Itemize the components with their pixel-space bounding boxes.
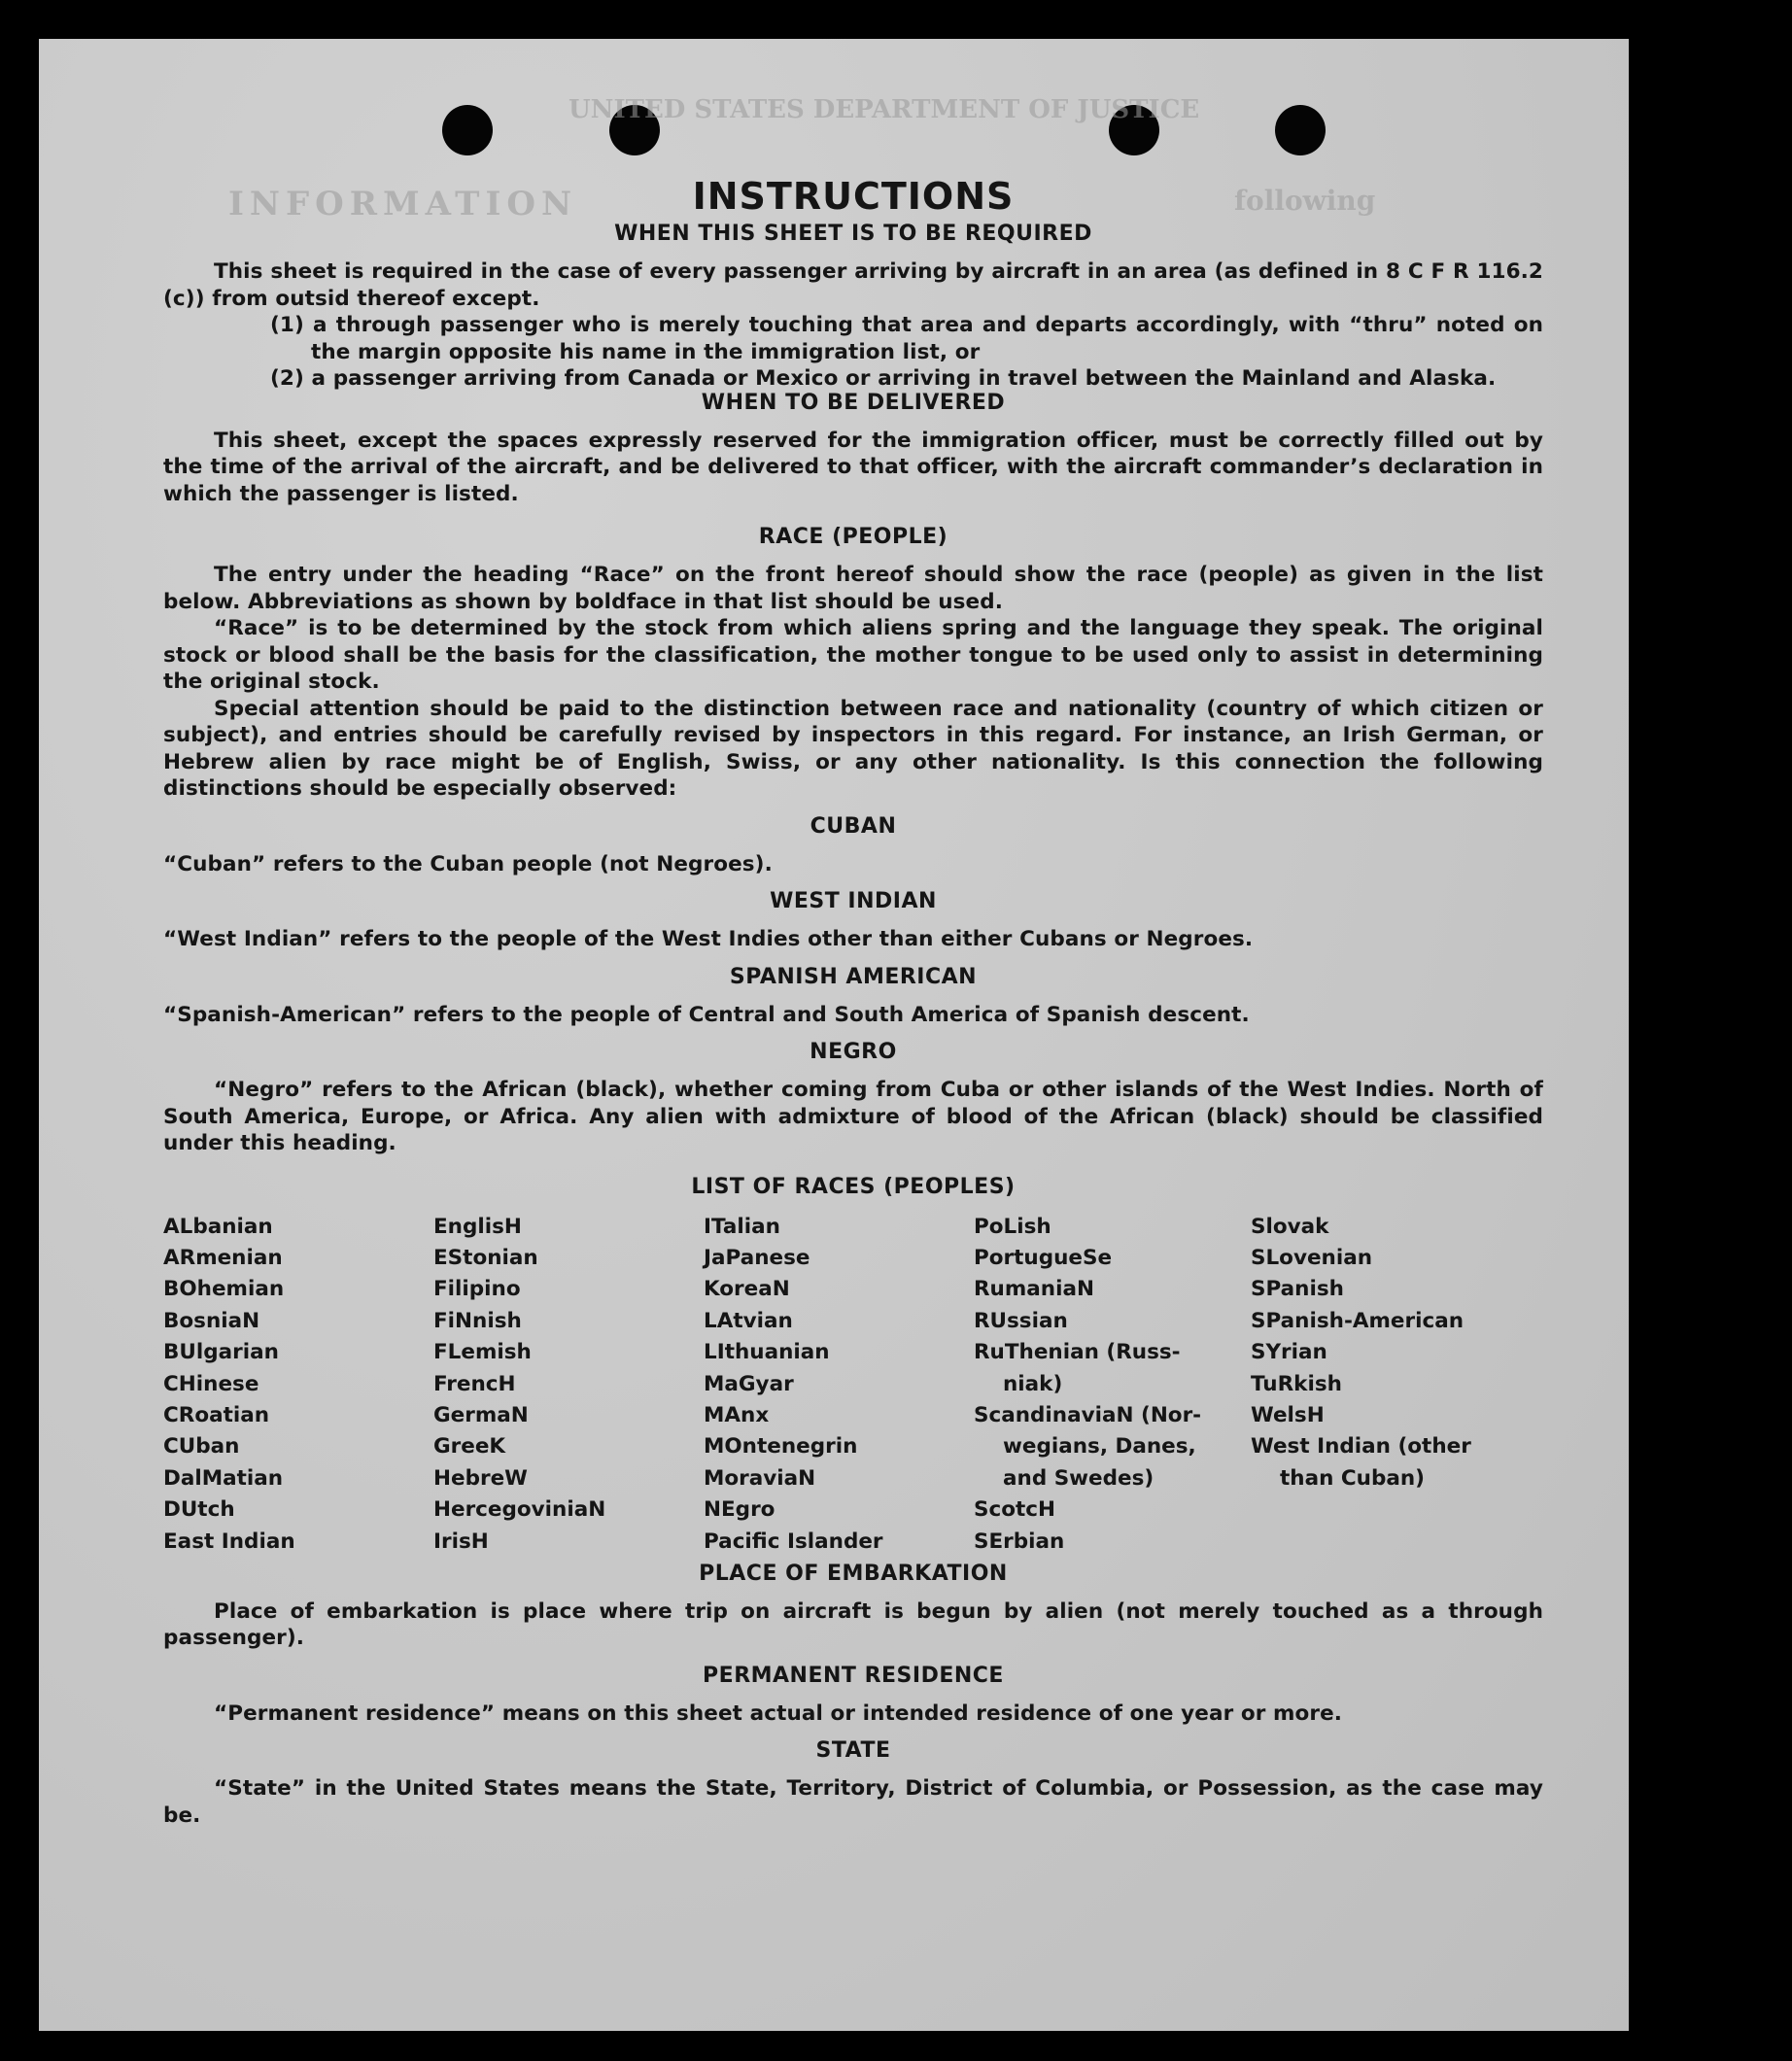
- race-item: MaGyar: [704, 1371, 794, 1396]
- race-item-continued: and Swedes): [1003, 1465, 1154, 1491]
- race-item: BosniaN: [163, 1308, 260, 1333]
- race-item: DalMatian: [163, 1465, 284, 1491]
- heading-list-of-races: LIST OF RACES (PEOPLES): [691, 1174, 1016, 1199]
- race-item: Slovak: [1251, 1214, 1329, 1239]
- race-item: KoreaN: [704, 1277, 790, 1302]
- punch-hole: [1275, 105, 1326, 155]
- race-item: SYrian: [1251, 1340, 1327, 1365]
- race-item: FrencH: [433, 1371, 516, 1396]
- heading-spanish-american: SPANISH AMERICAN: [729, 964, 978, 989]
- race-item: RumaniaN: [974, 1277, 1094, 1302]
- heading-when-required: WHEN THIS SHEET IS TO BE REQUIRED: [614, 222, 1092, 246]
- race-item: BUlgarian: [163, 1340, 279, 1365]
- race-item: HebreW: [433, 1465, 528, 1491]
- delivered-text: This sheet, except the spaces expressly reserved for the immigration officer, must be correctly filled out by the time of the arrival of the aircraft, and be delivered to that officer, with the aircraft commander’s declaration in which the passenger is listed.: [163, 428, 1543, 506]
- race-item: Pacific Islander: [704, 1529, 883, 1554]
- race-item: HercegoviniaN: [433, 1497, 606, 1523]
- state-text: “State” in the United States means the State, Territory, District of Columbia, or Possession, as the case may be.: [163, 1776, 1543, 1828]
- race-item: LAtvian: [704, 1308, 793, 1333]
- cuban-text: “Cuban” refers to the Cuban people (not Negroes).: [163, 851, 773, 876]
- race-item: GermaN: [433, 1402, 529, 1427]
- race-item: IrisH: [433, 1529, 489, 1554]
- spanish-american-text: “Spanish-American” refers to the people of Central and South America of Spanish descent.: [163, 1002, 1250, 1027]
- race-item: RuThenian (Russ-: [974, 1340, 1181, 1365]
- race-item: MoraviaN: [704, 1465, 816, 1491]
- race-item: WelsH: [1251, 1402, 1325, 1427]
- race-list: [163, 1212, 1543, 1558]
- race-item: ALbanian: [163, 1214, 273, 1239]
- race-item: EStonian: [433, 1245, 538, 1270]
- race-item: TuRkish: [1251, 1371, 1342, 1396]
- race-item: ITalian: [704, 1214, 780, 1239]
- race-item: ARmenian: [163, 1245, 283, 1270]
- race-item: ScotcH: [974, 1497, 1056, 1523]
- heading-state: STATE: [815, 1738, 891, 1764]
- heading-when-delivered: WHEN TO BE DELIVERED: [701, 390, 1006, 415]
- embarkation-text: Place of embarkation is place where trip on aircraft is begun by alien (not merely touched as a through passenger).: [163, 1598, 1543, 1651]
- heading-negro: NEGRO: [810, 1040, 897, 1064]
- race-item: East Indian: [163, 1529, 295, 1554]
- race-item: West Indian (other: [1251, 1434, 1471, 1460]
- race-column-1: [163, 1212, 433, 1558]
- race-item: SErbian: [974, 1529, 1065, 1554]
- race-item: FiNnish: [433, 1308, 522, 1333]
- document-page: [39, 39, 1629, 2031]
- race-item: Filipino: [433, 1277, 521, 1302]
- heading-west-indian: WEST INDIAN: [770, 889, 937, 913]
- heading-permanent-residence: PERMANENT RESIDENCE: [703, 1663, 1004, 1688]
- race-paragraph-3: Special attention should be paid to the distinction between race and nationality (country of which citizen or subject), and entries should be carefully revised by inspectors in this regard. For instance, an Irish German, or Hebrew alien by race might be of English, Swiss, or any other nationality. Is this connection the following distinctions should be especially observed:: [163, 696, 1543, 801]
- race-item-continued: niak): [1003, 1371, 1063, 1396]
- heading-embarkation: PLACE OF EMBARKATION: [699, 1561, 1008, 1586]
- required-intro: This sheet is required in the case of every passenger arriving by aircraft in an area (as defined in 8 C F R 116.2 (c)) from outsid thereof except.: [163, 259, 1543, 311]
- negro-text: “Negro” refers to the African (black), whether coming from Cuba or other islands of the West Indies. North of South America, Europe, or Africa. Any alien with admixture of blood of the African (black) should be classified under this heading.: [163, 1078, 1543, 1155]
- race-item: FLemish: [433, 1340, 532, 1365]
- race-item: PortugueSe: [974, 1245, 1113, 1270]
- race-item: JaPanese: [704, 1245, 810, 1270]
- race-item: NEgro: [704, 1497, 775, 1523]
- required-item-1: (1) a through passenger who is merely touching that area and departs accordingly, with “thru” noted on the margin opposite his name in the immigration list, or: [270, 313, 1543, 364]
- race-item: ScandinaviaN (Nor-: [974, 1402, 1202, 1427]
- required-item-2: (2) a passenger arriving from Canada or Mexico or arriving in travel between the Mainland and Alaska.: [270, 366, 1497, 391]
- heading-race: RACE (PEOPLE): [758, 525, 948, 549]
- bleed-through-word: following: [1234, 185, 1376, 217]
- race-item: MOntenegrin: [704, 1434, 858, 1460]
- bleed-through-header: UNITED STATES DEPARTMENT OF JUSTICE: [569, 95, 1200, 124]
- race-item-continued: than Cuban): [1280, 1465, 1425, 1491]
- race-item-continued: wegians, Danes,: [1003, 1434, 1196, 1460]
- page-title: INSTRUCTIONS: [692, 175, 1015, 218]
- race-item: CUban: [163, 1434, 240, 1460]
- race-item: SPanish: [1251, 1277, 1344, 1302]
- race-item: DUtch: [163, 1497, 235, 1523]
- race-item: BOhemian: [163, 1277, 285, 1302]
- race-item: SPanish-American: [1251, 1308, 1465, 1333]
- race-item: RUssian: [974, 1308, 1068, 1333]
- race-column-5: [1251, 1212, 1533, 1558]
- race-item: CHinese: [163, 1371, 259, 1396]
- race-item: SLovenian: [1251, 1245, 1373, 1270]
- instructions-content: [163, 173, 1543, 1829]
- race-item: LIthuanian: [704, 1340, 830, 1365]
- race-paragraph-1: The entry under the heading “Race” on the front hereof should show the race (people) as given in the list below. Abbreviations as shown by boldface in that list should be used.: [163, 563, 1543, 614]
- race-item: CRoatian: [163, 1402, 270, 1427]
- race-item: MAnx: [704, 1402, 770, 1427]
- race-paragraph-2: “Race” is to be determined by the stock from which aliens spring and the language they speak. The original stock or blood shall be the basis for the classification, the mother tongue to be used only to assist in determining the original stock.: [163, 616, 1543, 694]
- west-indian-text: “West Indian” refers to the people of the West Indies other than either Cubans or Negroes.: [163, 927, 1254, 951]
- heading-cuban: CUBAN: [810, 813, 897, 839]
- race-item: PoLish: [974, 1214, 1051, 1239]
- race-column-4: [974, 1212, 1251, 1558]
- punch-hole: [442, 105, 493, 155]
- race-item: GreeK: [433, 1434, 506, 1460]
- residence-text: “Permanent residence” means on this sheet actual or intended residence of one year or more.: [214, 1700, 1343, 1726]
- race-column-3: [704, 1212, 974, 1558]
- race-column-2: [433, 1212, 704, 1558]
- race-item: EnglisH: [433, 1214, 522, 1239]
- bleed-through-title: INFORMATION: [228, 185, 578, 223]
